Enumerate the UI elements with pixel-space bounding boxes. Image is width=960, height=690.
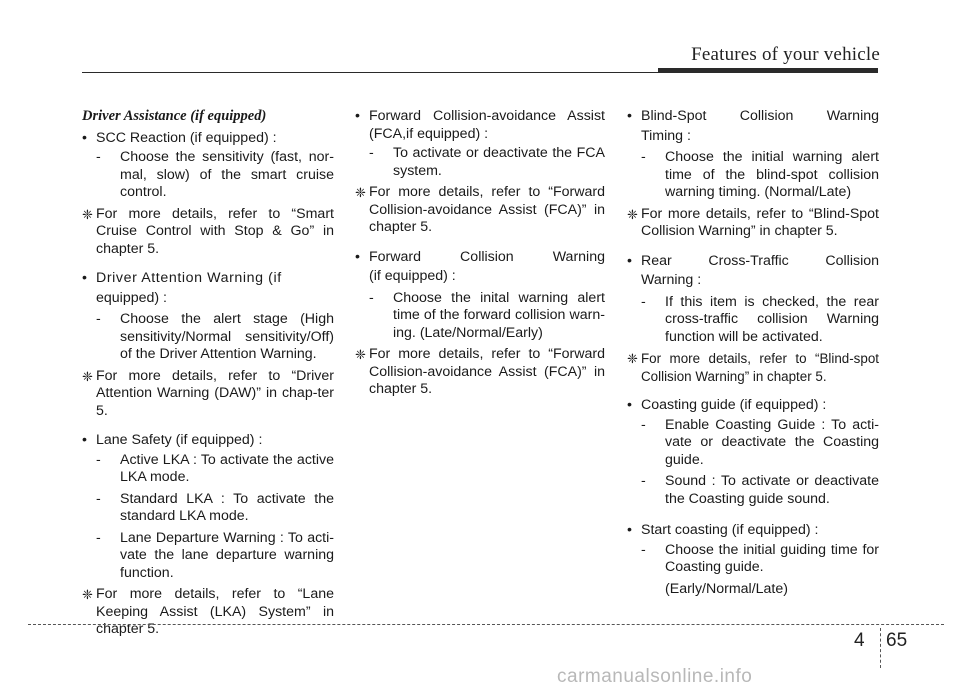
footer-rule <box>28 624 944 625</box>
note-mark-icon: ❈ <box>82 368 93 384</box>
dash-marker: - <box>96 311 101 327</box>
rcw-note-text: For more details, refer to “Blind-spot Collision Warning” in chapter 5. <box>641 351 879 384</box>
lane-safety-option-active-text: Active LKA : To activate the active LKA mode. <box>120 451 334 485</box>
scc-reaction-item: • SCC Reaction (if equipped) : <box>82 130 334 148</box>
fca-option <box>369 145 605 180</box>
note-mark-icon: ❈ <box>627 206 638 222</box>
driver-attention-option <box>96 311 334 364</box>
fca-note-text: For more details, refer to “Forward Collision-avoidance Assist (FCA)” in chapter 5. <box>369 184 605 235</box>
fcw-option-text: Choose the inital warning alert time of the forward collision warn-ing. (Late/Normal/Early) <box>393 289 605 341</box>
driver-attention-item: • Driver Attention Warning (if <box>82 270 334 288</box>
driver-attention-note <box>82 368 334 421</box>
lane-safety-option-standard-text: Standard LKA : To activate the standard LKA mode. <box>120 490 334 524</box>
bcw-timing-option-text: Choose the initial warning alert time of the blind-spot collision warning timing. (Normal/Late) <box>665 149 879 200</box>
dash-marker: - <box>641 149 646 165</box>
dash-marker: - <box>641 541 646 558</box>
bcw-timing-item-cont: Timing : <box>641 127 691 144</box>
spacer <box>627 512 879 522</box>
header-title: Features of your vehicle <box>691 44 880 65</box>
start-coasting-option <box>641 542 879 577</box>
driver-attention-item-cont: equipped) : <box>96 289 167 306</box>
coasting-guide-option-sound-text: Sound : To activate or deactivate the Coasting guide sound. <box>665 473 879 507</box>
coasting-guide-option-enable-text: Enable Coasting Guide : To acti-vate or deactivate the Coasting guide. <box>665 416 879 468</box>
bcw-timing-note <box>627 206 879 241</box>
scc-reaction-note <box>82 206 334 259</box>
dash-marker: - <box>641 416 646 433</box>
lane-safety-option-standard <box>96 491 334 526</box>
bcw-timing-option <box>641 149 879 202</box>
page-number-divider <box>880 628 881 668</box>
page-number: 65 <box>886 630 908 651</box>
watermark: carmanualsonline.info <box>557 666 753 687</box>
driver-attention-note-text: For more details, refer to “Driver Attention Warning (DAW)” in chap-ter 5. <box>96 367 334 419</box>
scc-reaction-option <box>96 149 334 202</box>
start-coasting-item: • Start coasting (if equipped) : <box>627 522 879 540</box>
rcw-option <box>641 294 879 347</box>
dash-marker: - <box>369 145 374 161</box>
fcw-option <box>369 290 605 343</box>
scc-reaction-option-text: Choose the sensitivity (fast, nor-mal, slow) of the smart cruise control. <box>120 149 334 200</box>
fcw-item: • Forward Collision Warning <box>355 249 605 267</box>
header-rule-accent <box>658 68 878 73</box>
coasting-guide-option-enable <box>641 417 879 470</box>
fca-item: • Forward Collision-avoidance Assist (FCA,if equipped) : <box>355 108 605 143</box>
lane-safety-note <box>82 586 334 639</box>
lane-safety-item: • Lane Safety (if equipped) : <box>82 432 334 450</box>
note-mark-icon: ❈ <box>82 587 93 602</box>
fcw-note <box>355 346 605 399</box>
driver-attention-option-text: Choose the alert stage (High sensitivity/Normal sensitivity/Off) of the Driver Attention Warning. <box>120 311 334 362</box>
chapter-number: 4 <box>854 630 865 651</box>
lane-safety-note-text: For more details, refer to “Lane Keeping Assist (LKA) System” in chapter 5. <box>96 586 334 637</box>
dash-marker: - <box>641 473 646 489</box>
lane-safety-option-ldw-text: Lane Departure Warning : To acti-vate the lane departure warning function. <box>120 529 334 581</box>
dash-marker: - <box>96 149 101 165</box>
fca-note <box>355 184 605 237</box>
dash-marker: - <box>369 289 374 306</box>
rcw-item-cont: Warning : <box>641 272 702 288</box>
dash-marker: - <box>96 529 101 546</box>
fca-option-text: To activate or deactivate the FCA system. <box>393 145 605 179</box>
column-middle <box>355 108 605 411</box>
note-mark-icon: ❈ <box>355 185 366 200</box>
bcw-timing-note-text: For more details, refer to “Blind-Spot Collision Warning” in chapter 5. <box>641 205 879 239</box>
fcw-item-cont: (if equipped) : <box>369 268 456 284</box>
rcw-item: • Rear Cross-Traffic Collision <box>627 253 879 271</box>
fcw-note-text: For more details, refer to “Forward Collision-avoidance Assist (FCA)” in chapter 5. <box>369 346 605 397</box>
dash-marker: - <box>641 293 646 310</box>
start-coasting-option-text: Choose the initial guiding time for Coasting guide. <box>665 541 879 575</box>
bcw-timing-item: • Blind-Spot Collision Warning <box>627 108 879 126</box>
section-title: Driver Assistance (if equipped) <box>82 108 267 124</box>
coasting-guide-item: • Coasting guide (if equipped) : <box>627 397 879 415</box>
note-mark-icon: ❈ <box>627 351 638 366</box>
rcw-option-text: If this item is checked, the rear cross-traffic collision Warning function will be activated. <box>665 293 879 345</box>
dash-marker: - <box>96 490 101 507</box>
lane-safety-option-ldw <box>96 530 334 583</box>
scc-reaction-note-text: For more details, refer to “Smart Cruise Control with Stop & Go” in chapter 5. <box>96 205 334 257</box>
note-mark-icon: ❈ <box>355 347 366 362</box>
rcw-note <box>627 350 879 385</box>
dash-marker: - <box>96 451 101 468</box>
column-left <box>82 108 334 651</box>
column-right <box>627 108 879 602</box>
lane-safety-option-active <box>96 452 334 487</box>
start-coasting-values: (Early/Normal/Late) <box>665 580 788 597</box>
note-mark-icon: ❈ <box>82 206 93 222</box>
coasting-guide-option-sound <box>641 473 879 508</box>
